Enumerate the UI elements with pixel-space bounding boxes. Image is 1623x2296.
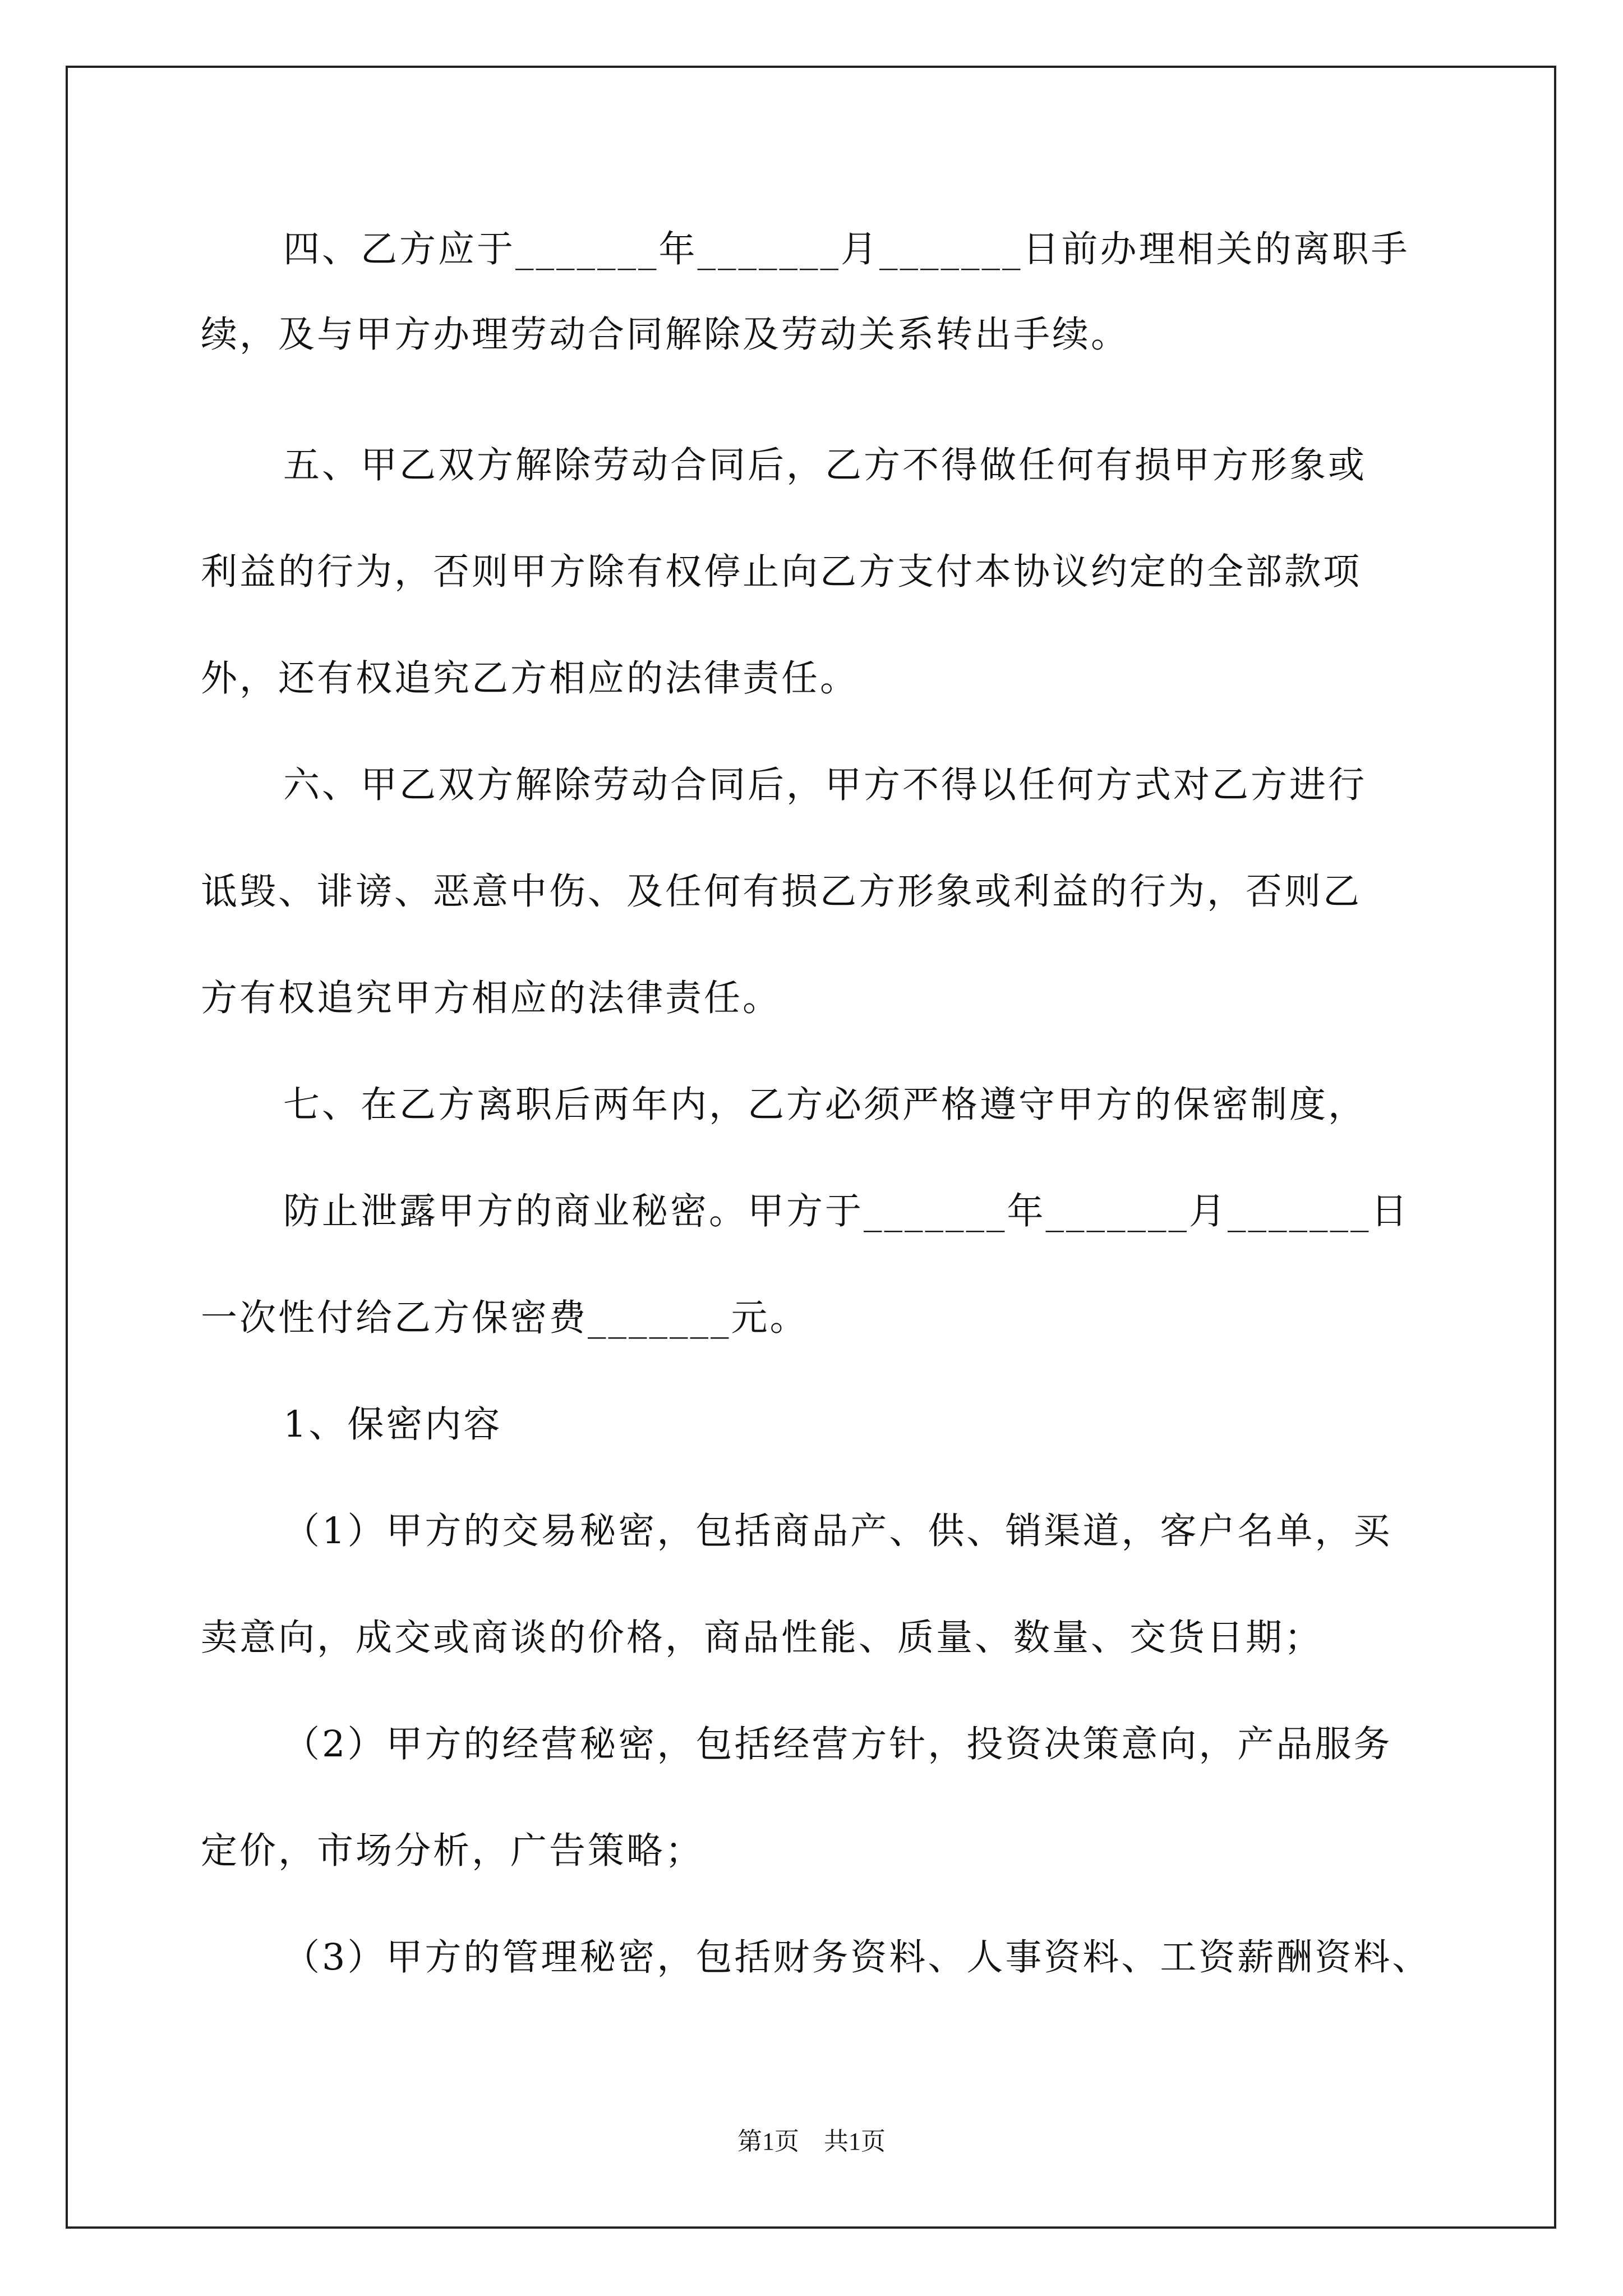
paragraph-line: 续，及与甲方办理劳动合同解除及劳动关系转出手续。 [201,314,1130,356]
paragraph-line: 方有权追究甲方相应的法律责任。 [201,977,782,1019]
paragraph-line: 利益的行为，否则甲方除有权停止向乙方支付本协议约定的全部款项 [201,551,1362,593]
paragraph-line: （1）甲方的交易秘密，包括商品产、供、销渠道，客户名单，买 [283,1510,1393,1552]
paragraph-line: 七、在乙方离职后两年内，乙方必须严格遵守甲方的保密制度， [283,1084,1367,1126]
paragraph-line: 外，还有权追究乙方相应的法律责任。 [201,657,859,700]
paragraph-line: 防止泄露甲方的商业秘密。甲方于_______年_______月_______日 [283,1190,1410,1232]
page-border [66,66,1556,2229]
page-footer: 第1页 共1页 [737,2128,886,2155]
paragraph-line: 五、甲乙双方解除劳动合同后，乙方不得做任何有损甲方形象或 [283,444,1367,486]
paragraph-line: 定价，市场分析，广告策略； [201,1830,704,1872]
paragraph-line: 卖意向，成交或商谈的价格，商品性能、质量、数量、交货日期； [201,1617,1324,1659]
paragraph-line: 四、乙方应于_______年_______月_______日前办理相关的离职手 [283,228,1410,270]
paragraph-line: 六、甲乙双方解除劳动合同后，甲方不得以任何方式对乙方进行 [283,764,1367,806]
paragraph-line: （3）甲方的管理秘密，包括财务资料、人事资料、工资薪酬资料、 [283,1936,1431,1978]
section-heading: 1、保密内容 [283,1404,502,1446]
paragraph-line: 诋毁、诽谤、恶意中伤、及任何有损乙方形象或利益的行为，否则乙 [201,871,1362,913]
paragraph-line: 一次性付给乙方保密费_______元。 [201,1297,809,1339]
paragraph-line: （2）甲方的经营秘密，包括经营方针，投资决策意向，产品服务 [283,1723,1393,1765]
